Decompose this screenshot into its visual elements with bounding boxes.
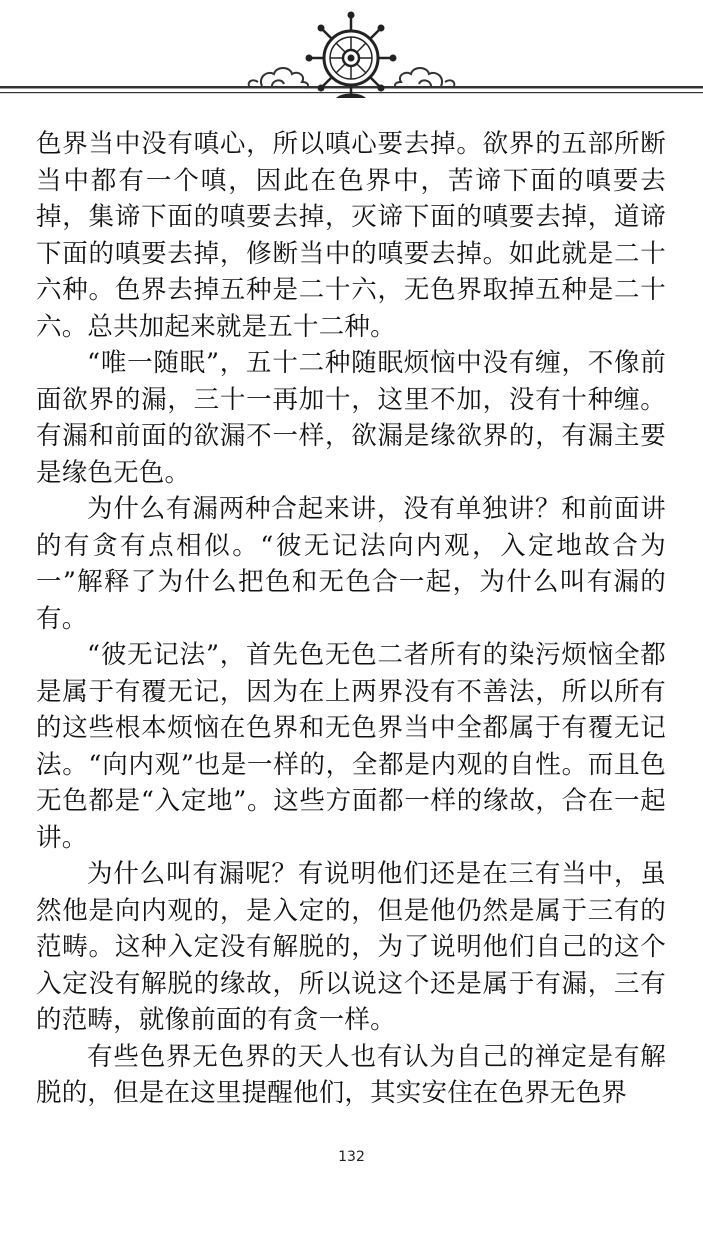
body-paragraph: 为什么叫有漏呢？有说明他们还是在三有当中，虽然他是向内观的，是入定的，但是他仍然是属于三有的范畴。这种入定没有解脱的，为了说明他们自己的这个入定没有解脱的缘故，所以说这个还是属于有漏，三有的范畴，就像前面的有贪一样。 (36, 859, 666, 1035)
body-paragraph: 色界当中没有嗔心，所以嗔心要去掉。欲界的五部所断当中都有一个嗔，因此在色界中，苦谛下面的嗔要去掉，集谛下面的嗔要去掉，灭谛下面的嗔要去掉，道谛下面的嗔要去掉，修断当中的嗔要去掉。如此就是二十六种。色界去掉五种是二十六，无色界取掉五种是二十六。总共加起来就是五十二种。 (36, 129, 666, 342)
body-paragraph: 为什么有漏两种合起来讲，没有单独讲？和前面讲的有贪有点相似。“彼无记法向内观，入定地故合为一”解释了为什么把色和无色合一起，为什么叫有漏的有。 (36, 494, 666, 634)
header-ornament (0, 0, 703, 110)
page-number: 132 (338, 1149, 365, 1165)
dharma-wheel-icon (306, 12, 397, 99)
page-header (0, 0, 703, 110)
body-paragraph: 有些色界无色界的天人也有认为自己的禅定是有解脱的，但是在这里提醒他们，其实安住在色界无色界 (36, 1041, 666, 1108)
right-cloud-icon (395, 68, 454, 88)
body-paragraph: “彼无记法”，首先色无色二者所有的染污烦恼全都是属于有覆无记，因为在上两界没有不善法，所以所有的这些根本烦恼在色界和无色界当中全都属于有覆无记法。“向内观”也是一样的，全都是内观的自性。而且色无色都是“入定地”。这些方面都一样的缘故，合在一起讲。 (36, 640, 666, 853)
body-paragraph: “唯一随眠”，五十二种随眠烦恼中没有缠，不像前面欲界的漏，三十一再加十，这里不加，没有十种缠。有漏和前面的欲漏不一样，欲漏是缘欲界的，有漏主要是缘色无色。 (36, 348, 666, 488)
page-body (36, 126, 666, 1112)
left-cloud-icon (249, 68, 308, 88)
